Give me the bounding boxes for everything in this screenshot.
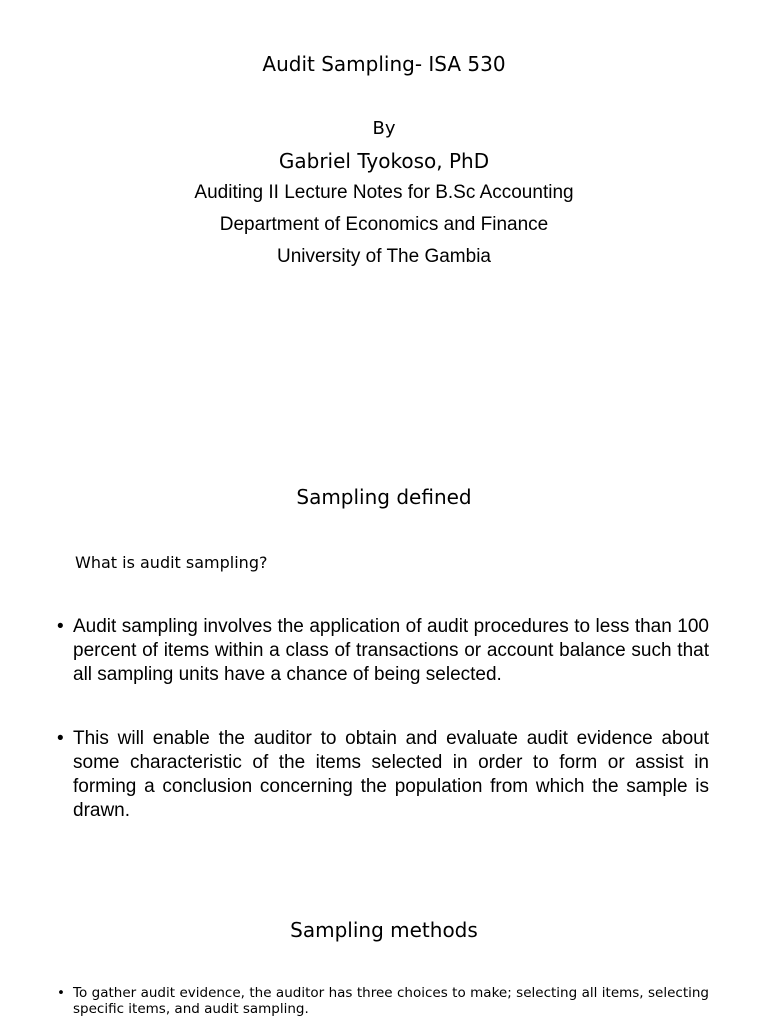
by-line: By: [372, 118, 396, 139]
bullet-marker: •: [57, 616, 64, 637]
bullet-item: [57, 615, 709, 687]
author-name: Gabriel Tyokoso, PhD: [278, 149, 490, 173]
department-line: Department of Economics and Finance: [219, 214, 549, 235]
bullet-item: [57, 727, 709, 823]
question-text: What is audit sampling?: [75, 553, 268, 572]
bullet-marker: •: [57, 728, 64, 749]
university-line: University of The Gambia: [276, 246, 491, 267]
section-heading-sampling-defined: Sampling defined: [296, 485, 472, 509]
section-heading-sampling-methods: Sampling methods: [290, 918, 478, 942]
course-line: Auditing II Lecture Notes for B.Sc Accounting: [194, 182, 574, 203]
bullet-text: This will enable the auditor to obtain and evaluate audit evidence about some characteristic of the items selected in order to form or assist in forming a conclusion concerning the population from which the sample is drawn.: [73, 728, 709, 821]
bullet-text: Audit sampling involves the application of audit procedures to less than 100 percent of items within a class of transactions or account balance such that all sampling units have a chance of being selected.: [73, 616, 709, 685]
bullet-marker: •: [57, 985, 65, 1001]
bullet-item: [57, 985, 709, 1017]
bullet-text: To gather audit evidence, the auditor has three choices to make; selecting all items, selecting specific items, and audit sampling.: [73, 985, 709, 1017]
slide-title: Audit Sampling- ISA 530: [262, 52, 506, 76]
